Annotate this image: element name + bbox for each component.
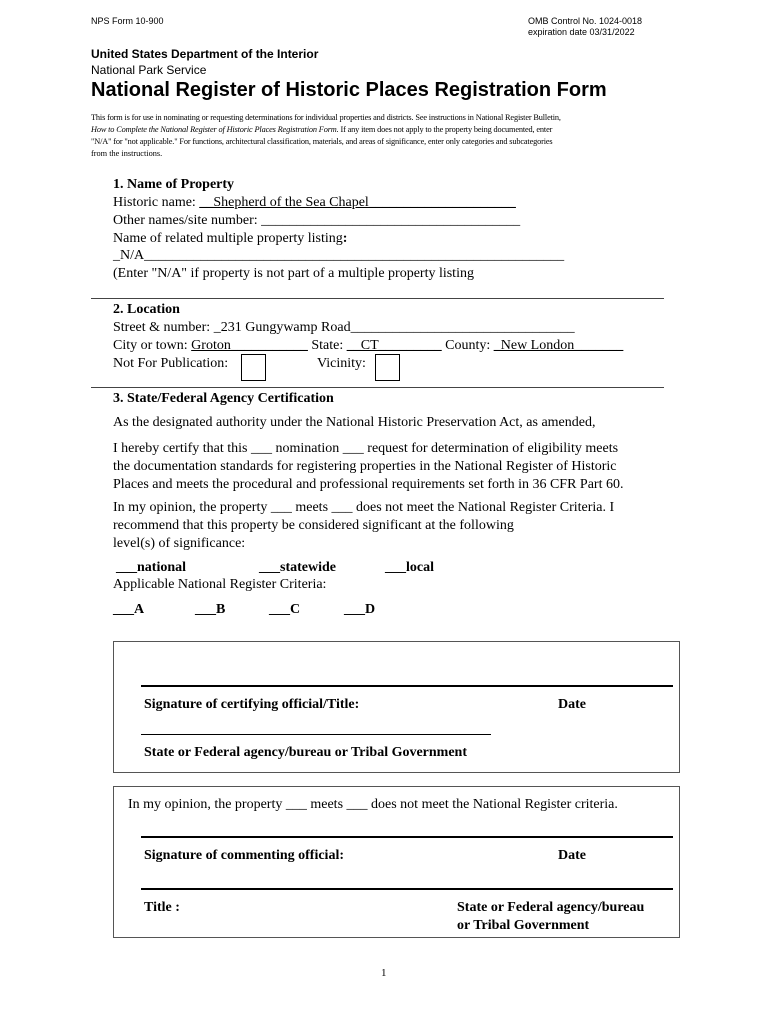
opinion-text-line-3: level(s) of significance: bbox=[113, 536, 246, 551]
expiration-date: expiration date 03/31/2022 bbox=[528, 27, 635, 37]
historic-name-label: Historic name: bbox=[113, 195, 196, 210]
authority-text: As the designated authority under the National Historic Preservation Act, as amended, bbox=[113, 415, 596, 430]
commenting-signature-line[interactable] bbox=[141, 836, 673, 838]
section-divider bbox=[91, 387, 664, 388]
criteria-c[interactable]: ___C bbox=[269, 602, 301, 617]
vicinity-label: Vicinity: bbox=[317, 356, 366, 371]
opinion-text-line-1: In my opinion, the property ___ meets ___ does not meet the National Register Criteria. I bbox=[113, 500, 615, 515]
other-names-field[interactable]: _____________________________________ bbox=[261, 213, 521, 228]
city-row bbox=[113, 337, 623, 354]
commenting-title-line[interactable] bbox=[141, 888, 673, 890]
certify-text-line-2: the documentation standards for registering properties in the National Register of Historic bbox=[113, 459, 617, 474]
historic-name-row bbox=[113, 194, 516, 211]
certifying-agency-label: State or Federal agency/bureau or Tribal Government bbox=[144, 745, 468, 760]
opinion-text-line-2: recommend that this property be considered significant at the following bbox=[113, 518, 514, 533]
section-divider bbox=[91, 298, 664, 299]
county-field[interactable]: _New London_______ bbox=[493, 338, 624, 353]
related-listing-field[interactable]: _N/A____________________________________________________________ bbox=[113, 248, 565, 263]
level-local[interactable]: ___local bbox=[385, 560, 434, 575]
instructions-line-3: "N/A" for "not applicable." For functions, architectural classification, materials, and areas of significance, enter only categories and subcategories bbox=[91, 137, 553, 146]
not-for-publication-label: Not For Publication: bbox=[113, 356, 229, 371]
level-statewide[interactable]: ___statewide bbox=[259, 560, 336, 575]
historic-name-field[interactable]: __Shepherd of the Sea Chapel_____________________ bbox=[199, 195, 516, 210]
level-national[interactable]: ___national bbox=[116, 560, 187, 575]
commenting-date-label: Date bbox=[558, 848, 586, 863]
commenting-signature-label: Signature of commenting official: bbox=[144, 848, 344, 863]
section-3-heading: 3. State/Federal Agency Certification bbox=[113, 391, 334, 406]
not-for-publication-checkbox[interactable] bbox=[241, 354, 266, 381]
section-1-heading: 1. Name of Property bbox=[113, 177, 235, 192]
certifying-signature-line[interactable] bbox=[141, 685, 673, 687]
criteria-d[interactable]: ___D bbox=[344, 602, 376, 617]
city-label: City or town: bbox=[113, 338, 188, 353]
instructions-line-4: from the instructions. bbox=[91, 149, 163, 158]
commenting-title-label: Title : bbox=[144, 900, 180, 915]
bulletin-title: How to Complete the National Register of Historic Places Registration Form. bbox=[91, 125, 339, 134]
related-listing-colon: : bbox=[342, 231, 348, 246]
service-name: National Park Service bbox=[91, 63, 207, 77]
department-name: United States Department of the Interior bbox=[91, 47, 319, 61]
omb-control-number: OMB Control No. 1024-0018 bbox=[528, 16, 643, 26]
related-listing-note: (Enter "N/A" if property is not part of a multiple property listing bbox=[113, 266, 474, 281]
page-title: National Register of Historic Places Registration Form bbox=[91, 79, 607, 101]
certify-text-line-3: Places and meets the procedural and professional requirements set forth in 36 CFR Part 60. bbox=[113, 477, 624, 492]
criteria-b[interactable]: ___B bbox=[195, 602, 226, 617]
state-field[interactable]: __CT_________ bbox=[346, 338, 442, 353]
street-label: Street & number: bbox=[113, 320, 211, 335]
instructions-line-2-rest: If any item does not apply to the property being documented, enter bbox=[338, 125, 553, 134]
street-row bbox=[113, 319, 575, 336]
certify-text-line-1: I hereby certify that this ___ nomination ___ request for determination of eligibility meets bbox=[113, 441, 619, 456]
form-number: NPS Form 10-900 bbox=[91, 16, 164, 26]
section-2-heading: 2. Location bbox=[113, 302, 180, 317]
certifying-date-label: Date bbox=[558, 697, 586, 712]
other-names-label: Other names/site number: bbox=[113, 213, 258, 228]
certifying-signature-label: Signature of certifying official/Title: bbox=[144, 697, 360, 712]
commenting-agency-label-line-1: State or Federal agency/bureau bbox=[457, 900, 645, 915]
city-field[interactable]: Groton___________ bbox=[191, 338, 308, 353]
criteria-a[interactable]: ___A bbox=[113, 602, 145, 617]
page-number: 1 bbox=[381, 967, 387, 979]
agency-bureau-line[interactable] bbox=[141, 734, 491, 735]
other-names-row bbox=[113, 212, 520, 229]
commenting-agency-label-line-2: or Tribal Government bbox=[457, 918, 590, 933]
street-field[interactable]: _231 Gungywamp Road________________________________ bbox=[213, 320, 575, 335]
county-label: County: bbox=[445, 338, 491, 353]
state-label: State: bbox=[311, 338, 344, 353]
instructions-line-1: This form is for use in nominating or requesting determinations for individual properties and districts. See instructions in National Register Bulletin, bbox=[91, 113, 561, 122]
vicinity-checkbox[interactable] bbox=[375, 354, 400, 381]
instructions-line-2 bbox=[91, 125, 552, 134]
criteria-label: Applicable National Register Criteria: bbox=[113, 577, 327, 592]
commenting-opinion-text: In my opinion, the property ___ meets ___ does not meet the National Register criteria. bbox=[128, 797, 618, 812]
related-listing-label-text: Name of related multiple property listing bbox=[113, 231, 343, 246]
related-listing-label bbox=[113, 230, 347, 247]
